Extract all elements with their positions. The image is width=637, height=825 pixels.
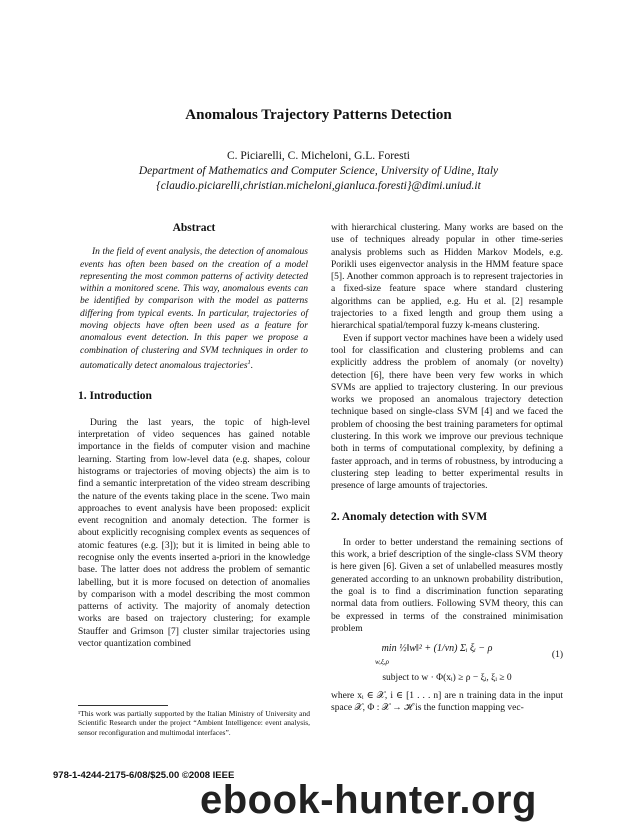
footnote-text: ¹This work was partially supported by the Italian Ministry of University and Scientific Research under the project “Ambient Intelligence: event analysis, sensor reconfiguration and multimodal interfaces”. — [78, 709, 310, 737]
section-introduction-heading: 1. Introduction — [78, 390, 152, 403]
equation-1-number: (1) — [551, 650, 563, 661]
equation-1-subscript: w,ξ,ρ — [374, 657, 389, 666]
paper-title: Anomalous Trajectory Patterns Detection — [185, 107, 452, 123]
right-paragraph-2: Even if support vector machines have been a widely used tool for classification and clustering problems and can explicitly address the problem of anomaly (or novelty) detection [6], there have been very few works in which SVMs are applied to trajectory clustering. In our previous works we proposed an anomalous trajectory detection technique based on single-class SVM [4] and we faced the problem of choosing the best training parameters for optimal clustering. In this work we improve our previous technique both in terms of computational complexity, by defining a faster approach, and in terms of robustness, by introducing a clustering step leading to better experimental results in presence of large amounts of trajectories. — [331, 333, 563, 492]
right-column — [331, 222, 563, 715]
section-anomaly-detection-heading: 2. Anomaly detection with SVM — [331, 510, 488, 523]
equation-1-constraint: subject to w · Φ(xᵢ) ≥ ρ − ξᵢ, ξᵢ ≥ 0 — [382, 672, 512, 683]
right-paragraph-3: In order to better understand the remaining sections of this work, a brief description of the single-class SVM theory is here given [6]. Given a set of unlabelled measures mostly generated according to an unknown probability distribution, the goal is to find a discrimination function separating normal data from outliers. Following SVM theory, this can be expressed in terms of the constrained minimisation problem — [331, 537, 563, 634]
right-paragraph-4: where xᵢ ∈ 𝒳, i ∈ [1 . . . n] are n training data in the input space 𝒳, Φ : 𝒳 → ℋ is the function mapping vec- — [331, 691, 563, 714]
paper-department: Department of Mathematics and Computer Science, University of Udine, Italy — [138, 165, 499, 177]
paper-emails: {claudio.piciarelli,christian.micheloni,gianluca.foresti}@dimi.uniud.it — [156, 180, 481, 192]
abstract-heading: Abstract — [172, 222, 216, 234]
footnote-divider — [78, 705, 168, 706]
intro-paragraph: During the last years, the topic of high-level interpretation of video sequences has gained notable importance in the fields of computer vision and machine learning. Starting from low-level data (e.g. shapes, colour histograms or trajectories of moving objects) the aim is to find a semantic interpretation of the video stream describing the nature of the events taking place in the scene. Two main approaches to event analysis have been proposed: explicit event recognition and anomaly detection. The former is about explicitly recognising complex events as sequences of atomic features (e.g. [3]); but it is limited in being able to recognise only the events inserted a-priori in the knowledge base. The latter does not address the problem of semantic labelling, but it is more focused on detection of anomalies by comparison with a model describing the most common patterns of activity. The majority of anomaly detection works are based on trajectory clustering; for example Stauffer and Grimson [7] cluster similar trajectories using vector quantization combined — [78, 417, 310, 650]
isbn-footer: 978-1-4244-2175-6/08/$25.00 ©2008 IEEE — [53, 770, 235, 781]
equation-1 — [331, 643, 563, 668]
footnote-marker: 1 — [247, 358, 251, 366]
left-column — [78, 222, 310, 650]
equation-1-body: min ½‖w‖² + (1/νn) Σᵢ ξᵢ − ρ — [381, 643, 493, 655]
abstract-text: In the field of event analysis, the detection of anomalous events has often been based on the creation of a model representing the most common patterns of activity detected within a monitored scene. This way, anomalous events can be identified by comparison with the model as patterns differing from typical events. In particular, trajectories of moving objects have often been used as a feature for anomalous event detection. In this paper we propose a combination of clustering and SVM techniques in order to automatically detect anomalous trajectories$^1$. — [80, 247, 308, 372]
paper-authors: C. Piciarelli, C. Micheloni, G.L. Foresti — [226, 150, 411, 162]
right-paragraph-1: with hierarchical clustering. Many works are based on the use of techniques already popular in other time-series analysis problems such as Hidden Markov Models, e.g. Porikli uses eigenvector analysis in the HMM feature space [5]. Another common approach is to represent trajectories in a fixed-size feature space where standard clustering algorithms can be applied, e.g. Hu et al. [2] resample trajectories to a fixed length and group them using a hierarchical spatial/temporal fuzzy k-means clustering. — [331, 223, 563, 332]
watermark-text: ebook-hunter.org — [200, 778, 537, 822]
